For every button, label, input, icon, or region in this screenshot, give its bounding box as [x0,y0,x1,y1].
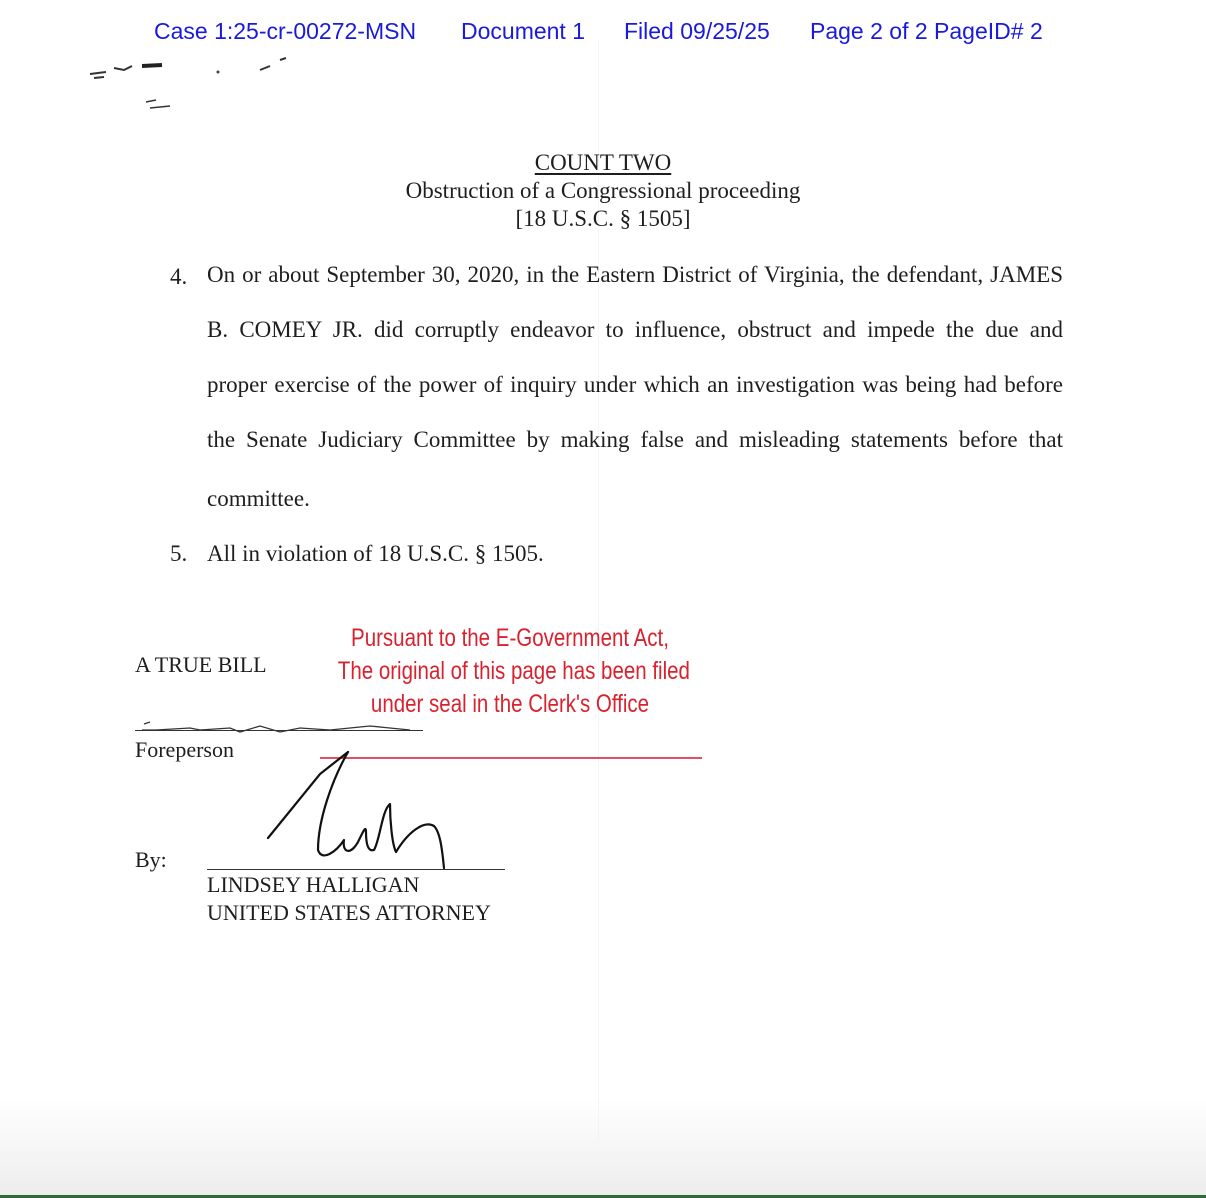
attorney-name: LINDSEY HALLIGAN [207,872,420,897]
foreperson-signature-line [135,730,423,731]
attorney-title: UNITED STATES ATTORNEY [207,900,491,925]
ecf-header [0,18,1206,48]
attorney-signature [262,740,462,880]
header-case-number: Case 1:25-cr-00272-MSN [154,18,417,44]
count-title-text: COUNT TWO [534,150,672,175]
scan-specks [84,52,304,122]
paragraph-line: the Senate Judiciary Committee by making false and misleading statements before that [207,427,1063,452]
paragraph-line: All in violation of 18 U.S.C. § 1505. [207,541,544,566]
paragraph-line: B. COMEY JR. did corruptly endeavor to influence, obstruct and impede the due and [207,317,1063,342]
count-title [0,150,1206,176]
count-statute: [18 U.S.C. § 1505] [515,206,691,231]
header-document-number: Document 1 [461,18,586,44]
paragraph-line: On or about September 30, 2020, in the Eastern District of Virginia, the defendant, JAMES [207,262,1063,287]
attorney-signature-line [207,869,505,870]
true-bill-label: A TRUE BILL [135,652,267,677]
e-government-act-stamp [300,622,720,721]
by-label: By: [135,847,167,872]
page-bottom-shadow [0,1098,1206,1198]
paragraph-number: 5. [170,541,188,566]
paragraph-line: committee. [207,486,310,511]
page-fold-shadow [598,40,599,1140]
stamp-line: The original of this page has been filed [337,657,690,685]
header-page-info: Page 2 of 2 PageID# 2 [810,18,1043,44]
stamp-line: Pursuant to the E-Government Act, [351,624,669,652]
stamp-line: under seal in the Clerk's Office [370,690,650,718]
paragraph-line: proper exercise of the power of inquiry under which an investigation was being had before [207,372,1063,397]
foreperson-label: Foreperson [135,737,234,762]
header-filed-date: Filed 09/25/25 [624,18,770,44]
paragraph-number: 4. [170,264,188,289]
count-subtitle: Obstruction of a Congressional proceeding [405,178,801,203]
